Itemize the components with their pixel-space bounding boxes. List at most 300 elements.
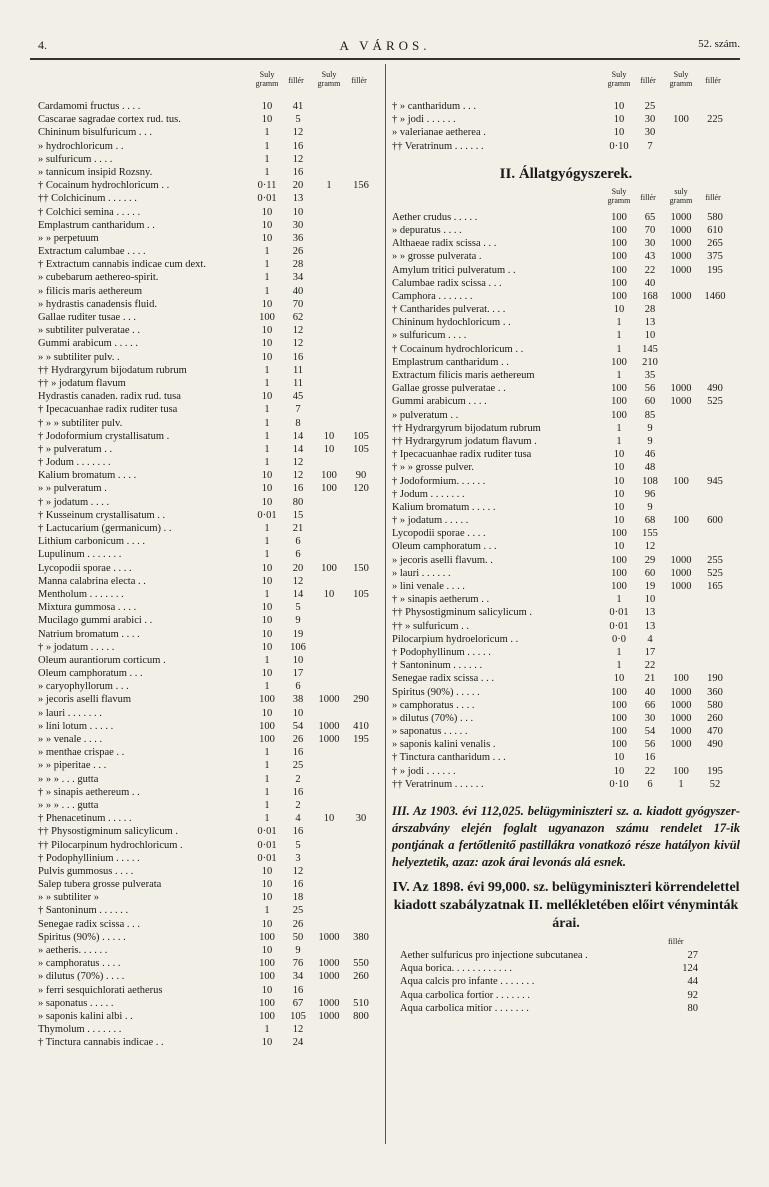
price-row <box>38 852 382 865</box>
price-1: 46 <box>644 449 656 461</box>
price-2: 490 <box>707 739 723 751</box>
price-row <box>392 580 740 593</box>
right-column-header <box>392 66 740 100</box>
price-2: 165 <box>707 581 723 592</box>
price-2: 156 <box>353 180 369 192</box>
item-name: Aqua calcis pro infante . . . . . . . <box>400 976 535 988</box>
price-row <box>38 192 382 205</box>
weight-1: 1 <box>264 127 270 139</box>
price-1: 13 <box>292 193 304 205</box>
price-row <box>392 738 740 751</box>
price-1: 2 <box>295 799 301 811</box>
price: 44 <box>687 976 698 988</box>
weight-1: 10 <box>261 298 273 310</box>
weight-1: 1 <box>616 646 622 658</box>
price-2: 945 <box>707 475 723 487</box>
price-1: 76 <box>292 958 304 970</box>
price-1: 9 <box>295 615 301 627</box>
col-filler-2: fillér <box>705 76 721 85</box>
price-row <box>38 601 382 614</box>
price-row <box>392 224 740 237</box>
weight-1: 1 <box>264 377 270 389</box>
price-1: 56 <box>644 739 656 751</box>
price-1: 19 <box>292 628 304 640</box>
price-1: 45 <box>292 391 304 403</box>
weight-1: 0·01 <box>257 852 277 864</box>
item-name: » lauri . . . . . . . <box>38 707 102 719</box>
price-1: 3 <box>295 852 301 864</box>
item-name: † Jodum . . . . . . . <box>38 457 111 469</box>
price-1: 17 <box>292 668 304 680</box>
item-name: » jecoris aselli flavum <box>38 694 132 706</box>
price-1: 12 <box>292 153 304 165</box>
weight-1: 10 <box>613 127 625 139</box>
price: 124 <box>682 963 698 975</box>
price-row <box>38 166 382 179</box>
price-1: 16 <box>292 879 304 891</box>
weight-2: 1 <box>678 778 684 790</box>
price-1: 85 <box>644 409 656 421</box>
price-1: 17 <box>644 646 656 658</box>
price-row <box>392 448 740 461</box>
price-2: 600 <box>707 515 723 527</box>
price-row <box>38 786 382 799</box>
weight-1: 100 <box>259 734 275 745</box>
price-1: 12 <box>644 541 656 553</box>
price-row <box>38 351 382 364</box>
weight-1: 10 <box>613 449 625 461</box>
price-row <box>38 693 382 706</box>
weight-2: 1000 <box>318 694 340 706</box>
item-name: Oleum camphoratum . . . <box>38 668 143 680</box>
item-name: Manna calabrina electa . . <box>38 575 146 587</box>
item-name: † Podophyllinium . . . . . <box>38 852 140 864</box>
weight-1: 1 <box>264 404 270 416</box>
col-filler-1: fillér <box>288 76 304 85</box>
price-row <box>38 984 382 997</box>
price-2: 195 <box>353 734 369 745</box>
weight-2: 1000 <box>670 290 692 302</box>
price-row <box>392 264 740 277</box>
price-row <box>38 878 382 891</box>
item-name: Pilocarpium hydroeloricum . . <box>392 633 519 645</box>
weight-2: 1000 <box>670 251 692 263</box>
price-row <box>38 126 382 139</box>
item-name: Spiritus (90%) . . . . . <box>38 931 126 943</box>
price-1: 10 <box>292 707 304 719</box>
price-1: 14 <box>292 430 304 442</box>
item-name: † Tinctura cantharidum . . . <box>392 752 506 764</box>
price-1: 8 <box>295 417 301 429</box>
item-name: Lupulinum . . . . . . . <box>38 549 122 561</box>
price-row <box>38 825 382 838</box>
price-row <box>38 720 382 733</box>
price-row <box>38 522 382 535</box>
price-row <box>392 277 740 290</box>
price-1: 30 <box>644 114 656 126</box>
weight-1: 1 <box>264 417 270 429</box>
price-row <box>392 369 740 382</box>
price-1: 21 <box>292 523 304 534</box>
item-name: » » » . . . gutta <box>38 773 99 785</box>
item-name: Kalium bromatum . . . . . <box>392 501 496 513</box>
col-filler-1: fillér <box>640 76 656 85</box>
item-name: Senegae radix scissa . . . <box>392 673 495 685</box>
price-row <box>392 356 740 369</box>
weight-1: 100 <box>259 931 275 943</box>
weight-1: 10 <box>261 338 273 350</box>
item-name: Kalium bromatum . . . . <box>38 470 137 482</box>
weight-1: 1 <box>264 681 270 693</box>
price-1: 12 <box>292 575 304 587</box>
price-1: 16 <box>292 351 304 363</box>
price-1: 12 <box>292 1024 304 1036</box>
price-row <box>392 343 740 356</box>
item-name: †† Hydrargyrum jodatum flavum . <box>392 435 537 447</box>
price-1: 19 <box>644 581 656 592</box>
price-1: 12 <box>292 457 304 469</box>
price-row <box>392 620 740 633</box>
weight-2: 1000 <box>318 931 340 943</box>
price-row <box>392 475 740 488</box>
price-1: 13 <box>644 620 656 632</box>
price: 92 <box>687 989 698 1001</box>
price-1: 18 <box>292 892 304 904</box>
price: 27 <box>687 950 698 961</box>
price-1: 6 <box>647 778 653 790</box>
right-price-list-top <box>392 100 740 153</box>
price-2: 150 <box>353 562 369 574</box>
section-2-title: II. Állatgyógyszerek. <box>499 165 633 182</box>
item-name: †† Colchicinum . . . . . . <box>38 193 137 205</box>
item-name: Pulvis gummosus . . . . <box>38 865 134 877</box>
weight-1: 100 <box>259 720 275 732</box>
price-1: 13 <box>644 317 656 329</box>
item-name: » ferri sesquichlorati aetherus <box>38 984 163 996</box>
col-filler: fillér <box>668 937 684 946</box>
price-2: 52 <box>709 778 721 790</box>
price-row <box>392 290 740 303</box>
weight-1: 100 <box>611 686 627 698</box>
weight-1: 0·10 <box>609 778 629 790</box>
price-row <box>38 456 382 469</box>
price-row <box>38 482 382 495</box>
price-1: 28 <box>644 304 656 316</box>
price-row <box>38 100 382 113</box>
weight-1: 1 <box>264 799 270 811</box>
price-2: 800 <box>353 1010 369 1022</box>
price-2: 260 <box>353 971 369 983</box>
item-name: » » subtiliter » <box>38 892 99 904</box>
price-1: 60 <box>644 567 656 579</box>
item-name: Extractum filicis maris aethereum <box>392 370 535 381</box>
price-row <box>38 1010 382 1023</box>
price-row <box>392 250 740 263</box>
section-2-price-list <box>392 211 740 791</box>
item-name: Senegae radix scissa . . . <box>38 918 141 930</box>
item-name: Aether sulfuricus pro injectione subcutanea . <box>400 950 588 961</box>
price-row <box>38 957 382 970</box>
col-filler-2: fillér <box>351 76 367 85</box>
weight-1: 10 <box>261 232 273 244</box>
price-row <box>38 469 382 482</box>
weight-1: 10 <box>261 918 273 930</box>
price-1: 40 <box>292 285 304 297</box>
weight-1: 100 <box>259 997 275 1009</box>
weight-1: 0·11 <box>257 180 277 192</box>
price-2: 105 <box>353 588 369 600</box>
price-row <box>392 778 740 791</box>
weight-1: 100 <box>611 277 627 289</box>
item-name: Lycopodii sporae . . . . <box>38 562 132 574</box>
price-row <box>38 588 382 601</box>
price-row <box>38 970 382 983</box>
price-2: 550 <box>353 958 369 970</box>
weight-1: 0·01 <box>257 509 277 521</box>
weight-1: 10 <box>261 483 273 495</box>
item-name: Thymolum . . . . . . . <box>38 1024 122 1036</box>
price-1: 25 <box>292 760 304 772</box>
price-1: 68 <box>644 515 656 527</box>
weight-1: 100 <box>259 958 275 970</box>
item-name: Aether crudus . . . . . <box>392 211 478 223</box>
price-row <box>38 285 382 298</box>
weight-1: 10 <box>261 602 273 614</box>
weight-1: 100 <box>611 224 627 236</box>
weight-2: 100 <box>673 475 689 487</box>
price-row <box>38 904 382 917</box>
item-name: †† Physostigminum salicylicum . <box>392 607 533 619</box>
item-name: † Phenacetinum . . . . . <box>38 813 132 825</box>
item-name: » hydrochloricum . . <box>38 140 124 152</box>
weight-1: 100 <box>611 251 627 263</box>
col-suly-2: suly gramm <box>669 186 693 205</box>
price-1: 54 <box>644 726 656 738</box>
weight-2: 100 <box>321 483 337 495</box>
item-name: » camphoratus . . . . <box>38 958 121 970</box>
weight-1: 10 <box>261 351 273 363</box>
price-1: 66 <box>644 699 656 711</box>
item-name: Hydrastis canaden. radix rud. tusa <box>38 391 181 403</box>
price-1: 28 <box>292 259 304 271</box>
price-row <box>392 237 740 250</box>
price-1: 12 <box>292 325 304 337</box>
price-2: 105 <box>353 443 369 455</box>
price-2: 610 <box>707 224 723 236</box>
item-name: † Cantharides pulverat. . . . <box>392 304 506 316</box>
item-name: † » sinapis aetherum . . <box>392 594 490 606</box>
weight-1: 10 <box>261 325 273 337</box>
weight-1: 100 <box>611 739 627 751</box>
weight-2: 1000 <box>670 211 692 223</box>
weight-2: 100 <box>673 673 689 685</box>
price-1: 6 <box>295 549 301 561</box>
price-row <box>38 232 382 245</box>
weight-1: 1 <box>264 272 270 284</box>
weight-1: 1 <box>264 905 270 917</box>
item-name: † Extractum cannabis indicae cum dext. <box>38 259 206 271</box>
price-1: 26 <box>292 918 304 930</box>
price-1: 40 <box>644 686 656 698</box>
item-name: » tannicum insipid Rozsny. <box>38 166 153 178</box>
item-name: † » » subtiliter pulv. <box>38 417 123 429</box>
col-filler-2: fillér <box>705 192 721 202</box>
item-name: Althaeae radix scissa . . . <box>392 238 497 250</box>
price-1: 22 <box>644 660 656 672</box>
price-1: 40 <box>644 277 656 289</box>
weight-1: 1 <box>616 343 622 355</box>
item-name: † Podophyllinum . . . . . <box>392 646 491 658</box>
weight-1: 10 <box>261 391 273 403</box>
item-name: » » perpetuum <box>38 232 99 244</box>
left-column-header <box>38 66 382 100</box>
price-row <box>392 126 740 139</box>
price-row <box>38 179 382 192</box>
item-name: † Santoninum . . . . . . <box>38 905 129 917</box>
price-1: 14 <box>292 443 304 455</box>
price-1: 7 <box>647 140 653 152</box>
price-1: 16 <box>292 140 304 152</box>
price-row <box>392 975 740 988</box>
price-row <box>392 606 740 619</box>
price-1: 96 <box>644 488 656 500</box>
price-row <box>38 206 382 219</box>
weight-1: 1 <box>616 330 622 342</box>
price-row <box>392 672 740 685</box>
weight-1: 1 <box>264 549 270 561</box>
price-row <box>38 1036 382 1049</box>
weight-1: 10 <box>261 114 273 126</box>
item-name: » subtiliter pulveratae . . <box>38 325 141 337</box>
item-name: † Lactucarium (germanicum) . . <box>38 523 172 534</box>
price-1: 70 <box>644 224 656 236</box>
item-name: † » » grosse pulver. <box>392 462 474 474</box>
price-row <box>392 725 740 738</box>
price-2: 120 <box>353 483 369 495</box>
item-name: Lithium carbonicum . . . . <box>38 536 146 548</box>
price-row <box>392 554 740 567</box>
item-name: » filicis maris aethereum <box>38 285 143 297</box>
weight-1: 100 <box>259 694 275 706</box>
weight-1: 100 <box>611 528 627 540</box>
price-1: 22 <box>644 765 656 777</box>
item-name: † Jodum . . . . . . . <box>392 488 465 500</box>
weight-2: 100 <box>321 562 337 574</box>
item-name: » saponis kalini albi . . <box>38 1010 133 1022</box>
price-1: 30 <box>644 127 656 139</box>
price-row <box>38 535 382 548</box>
item-name: » » pulveratum . <box>38 483 107 495</box>
price-1: 15 <box>292 509 304 521</box>
item-name: » saponatus . . . . . <box>38 997 114 1009</box>
weight-1: 100 <box>611 554 627 566</box>
price-row <box>392 1002 740 1015</box>
price-1: 30 <box>644 712 656 724</box>
price-row <box>38 839 382 852</box>
item-name: Aqua carbolica fortior . . . . . . . <box>400 989 531 1001</box>
item-name: † Ipecacuanhae radix ruditer tusa <box>392 449 532 461</box>
weight-1: 1 <box>264 747 270 759</box>
price-row <box>392 140 740 153</box>
item-name: Emplastrum cantharidum . . <box>38 219 155 231</box>
item-name: †† » jodatum flavum <box>38 377 126 389</box>
weight-2: 1000 <box>318 1010 340 1022</box>
weight-2: 100 <box>321 470 337 482</box>
price-1: 6 <box>295 536 301 548</box>
left-column <box>38 66 382 1050</box>
item-name: Spiritus (90%) . . . . . <box>392 686 480 698</box>
issue-number: 52. szám. <box>698 38 740 50</box>
price-row <box>38 377 382 390</box>
price-row <box>392 659 740 672</box>
price-2: 490 <box>707 383 723 395</box>
weight-1: 10 <box>613 515 625 527</box>
price-row <box>392 540 740 553</box>
weight-1: 10 <box>613 462 625 474</box>
item-name: † » jodatum . . . . <box>38 496 110 508</box>
price-1: 7 <box>295 404 301 416</box>
price-row <box>392 303 740 316</box>
price-row <box>38 1023 382 1036</box>
weight-1: 1 <box>264 166 270 178</box>
price-row <box>392 382 740 395</box>
price-row <box>38 245 382 258</box>
weight-1: 100 <box>259 1010 275 1022</box>
item-name: » » » . . . gutta <box>38 799 99 811</box>
item-name: » caryophyllorum . . . <box>38 681 129 693</box>
item-name: Emplastrum cantharidum . . <box>392 356 509 368</box>
price-row <box>38 812 382 825</box>
weight-2: 1000 <box>318 958 340 970</box>
item-name: †† Physostigminum salicylicum . <box>38 826 179 838</box>
price-2: 225 <box>707 114 723 126</box>
weight-1: 1 <box>264 654 270 666</box>
weight-1: 10 <box>261 206 273 218</box>
price-2: 375 <box>707 251 723 263</box>
weight-2: 1000 <box>670 224 692 236</box>
weight-1: 0·10 <box>609 140 629 152</box>
weight-1: 1 <box>264 443 270 455</box>
item-name: † » pulveratum . . <box>38 443 113 455</box>
item-name: †† Veratrinum . . . . . . <box>392 778 484 790</box>
price-row <box>38 918 382 931</box>
price-1: 12 <box>292 865 304 877</box>
item-name: † Jodoformium. . . . . . <box>392 475 486 487</box>
item-name: Chininum hydochloricum . . <box>392 317 511 329</box>
price-row <box>392 461 740 474</box>
price-1: 10 <box>644 330 656 342</box>
item-name: † » jodatum . . . . . <box>38 641 115 653</box>
item-name: » » venale . . . . <box>38 734 103 745</box>
weight-1: 1 <box>264 364 270 376</box>
price-row <box>392 765 740 778</box>
price-row <box>38 562 382 575</box>
section-2-column-header <box>392 185 740 211</box>
price-2: 255 <box>707 554 723 566</box>
price-1: 16 <box>292 786 304 798</box>
weight-1: 100 <box>611 712 627 724</box>
item-name: » menthae crispae . . <box>38 747 125 759</box>
price-row <box>392 686 740 699</box>
section-4-column-header <box>392 937 740 949</box>
price-row <box>38 746 382 759</box>
weight-1: 10 <box>261 668 273 680</box>
item-name: †† Veratrinum . . . . . . <box>392 140 484 152</box>
weight-1: 1 <box>264 285 270 297</box>
price-1: 155 <box>642 528 658 540</box>
price-1: 9 <box>647 435 653 447</box>
price-row <box>38 759 382 772</box>
